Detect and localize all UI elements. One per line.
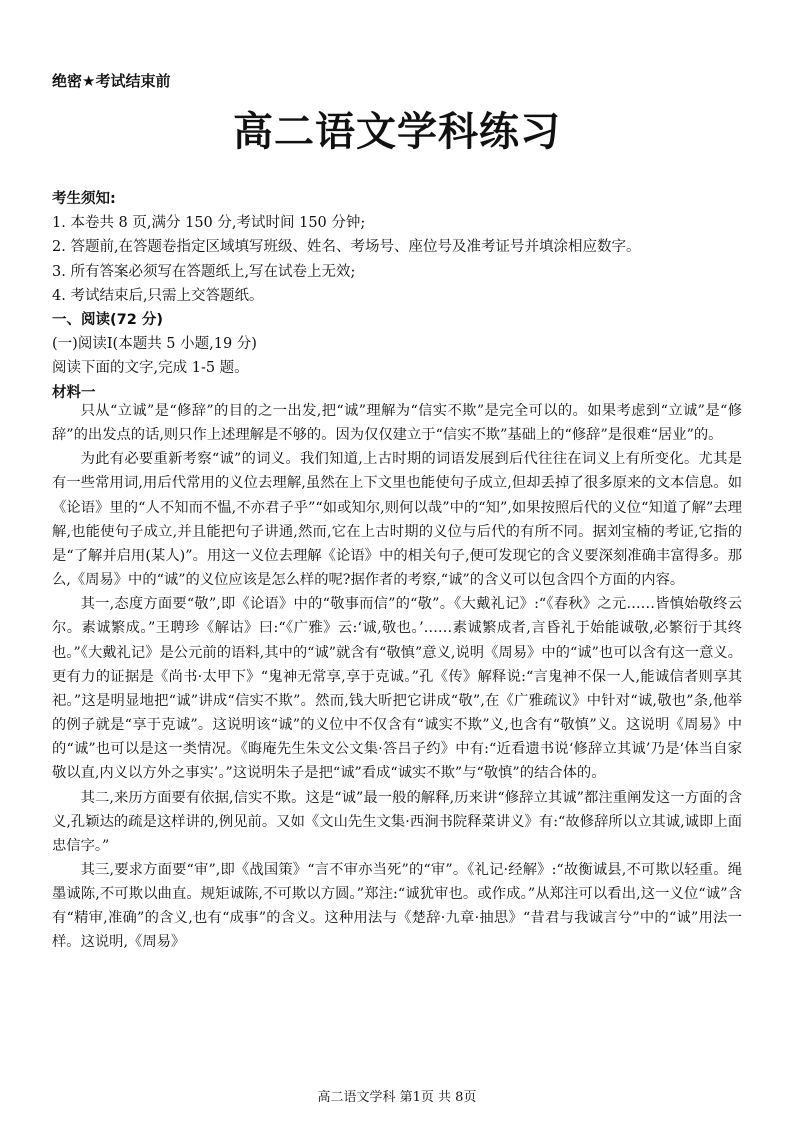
passage-paragraph: 其一,态度方面要“敬”,即《论语》中的“敬事而信”的“敬”。《大戴礼记》:“《春秋》之元……皆慎始敬终云尔。素诚繁成。”王聘珍《解诂》曰:“《广雅》云:‘诚,敬也。’……素诚繁成者,言昏礼于始能诚敬,必繁衍于其终也。”《大戴礼记》是公元前的语料,其中的“诚”就含有“敬慎”意义,说明《周易》中的“诚”也可以含有这一意义。更有力的证据是《尚书·太甲下》“鬼神无常享,享于克诚。”孔《传》解释说:“言鬼神不保一人,能诚信者则享其祀。”这是明显地把“诚”讲成“信实不欺”。然而,钱大昕把它讲成“敬”,在《广雅疏议》中针对“诚,敬也”条,他举的例子就是“享于克诚”。这说明该“诚”的义位中不仅含有“诚实不欺”义,也含有“敬慎”义。这说明《周易》中的“诚”也可以是这一类情况。《晦庵先生朱文公文集·答吕子约》中有:“近看遗书说‘修辞立其诚’乃是‘体当自家敬以直,内义以方外之事实’。”这说明朱子是把“诚”看成“诚实不欺”与“敬慎”的结合体的。: [52, 596, 742, 782]
passage-paragraph: 其二,来历方面要有依据,信实不欺。这是“诚”最一般的解释,历来讲“修辞立其诚”都注重阐发这一方面的含义,孔颖达的疏是这样讲的,例见前。又如《文山先生文集·西涧书院释菜讲义》有:“故修辞所以立其诚,诚即上面忠信字。”: [52, 789, 742, 854]
reading-instruction: 阅读下面的文字,完成 1-5 题。: [52, 360, 249, 377]
passage: [52, 399, 742, 955]
exam-notes: [52, 187, 752, 405]
notice-item: 4. 考试结束后,只需上交答题纸。: [52, 287, 264, 304]
notice-item: 2. 答题前,在答题卷指定区域填写班级、姓名、考场号、座位号及准考证号并填涂相应数字。: [52, 239, 641, 256]
section-subheading: (一)阅读Ⅰ(本题共 5 小题,19 分): [52, 336, 257, 353]
passage-paragraph: 只从“立诚”是“修辞”的目的之一出发,把“诚”理解为“信实不欺”是完全可以的。如果考虑到“立诚”是“修辞”的出发点的话,则只作上述理解是不够的。因为仅仅建立于“信实不欺”基础上的“修辞”是很难“居业”的。: [52, 403, 742, 444]
section-heading: 一、阅读(72 分): [52, 312, 163, 329]
notice-item: 1. 本卷共 8 页,满分 150 分,考试时间 150 分钟;: [52, 215, 366, 232]
passage-paragraph: 其三,要求方面要“审”,即《战国策》“言不审亦当死”的“审”。《礼记·经解》:“故衡诚县,不可欺以轻重。绳墨诚陈,不可欺以曲直。规矩诚陈,不可欺以方圆。”郑注:“诚犹审也。或作成。”从郑注可以看出,这一义位“诚”含有“精审,准确”的含义,也有“成事”的含义。这种用法与《楚辞·九章·抽思》“昔君与我诚言兮”中的“诚”用法一样。这说明,《周易》: [52, 861, 742, 951]
passage-paragraph: 为此有必要重新考察“诚”的词义。我们知道,上古时期的词语发展到后代往往在词义上有所变化。尤其是有一些常用词,用后代常用的义位去理解,虽然在上下文里也能使句子成立,但却丢掉了很多原来的文本信息。如《论语》里的“人不知而不愠,不亦君子乎”“如或知尔,则何以哉”中的“知”,如果按照后代的义位“知道了解”去理解,也能使句子成立,并且能把句子讲通,然而,它在上古时期的义位与后代的有所不同。据刘宝楠的考证,它指的是“了解并启用(某人)”。用这一义位去理解《论语》中的相关句子,便可发现它的含义要深刻准确丰富得多。那么,《周易》中的“诚”的义位应该是怎么样的呢?据作者的考察,“诚”的含义可以包含四个方面的内容。: [52, 451, 742, 589]
page-footer: 高二语文学科 第1页 共 8页: [317, 1090, 477, 1105]
material-label: 材料一: [52, 384, 96, 401]
confidential-label: 绝密★考试结束前: [52, 72, 171, 90]
page-title: 高二语文学科练习: [233, 109, 561, 155]
notice-heading: 考生须知:: [52, 191, 116, 207]
notice-item: 3. 所有答案必须写在答题纸上,写在试卷上无效;: [52, 263, 356, 280]
